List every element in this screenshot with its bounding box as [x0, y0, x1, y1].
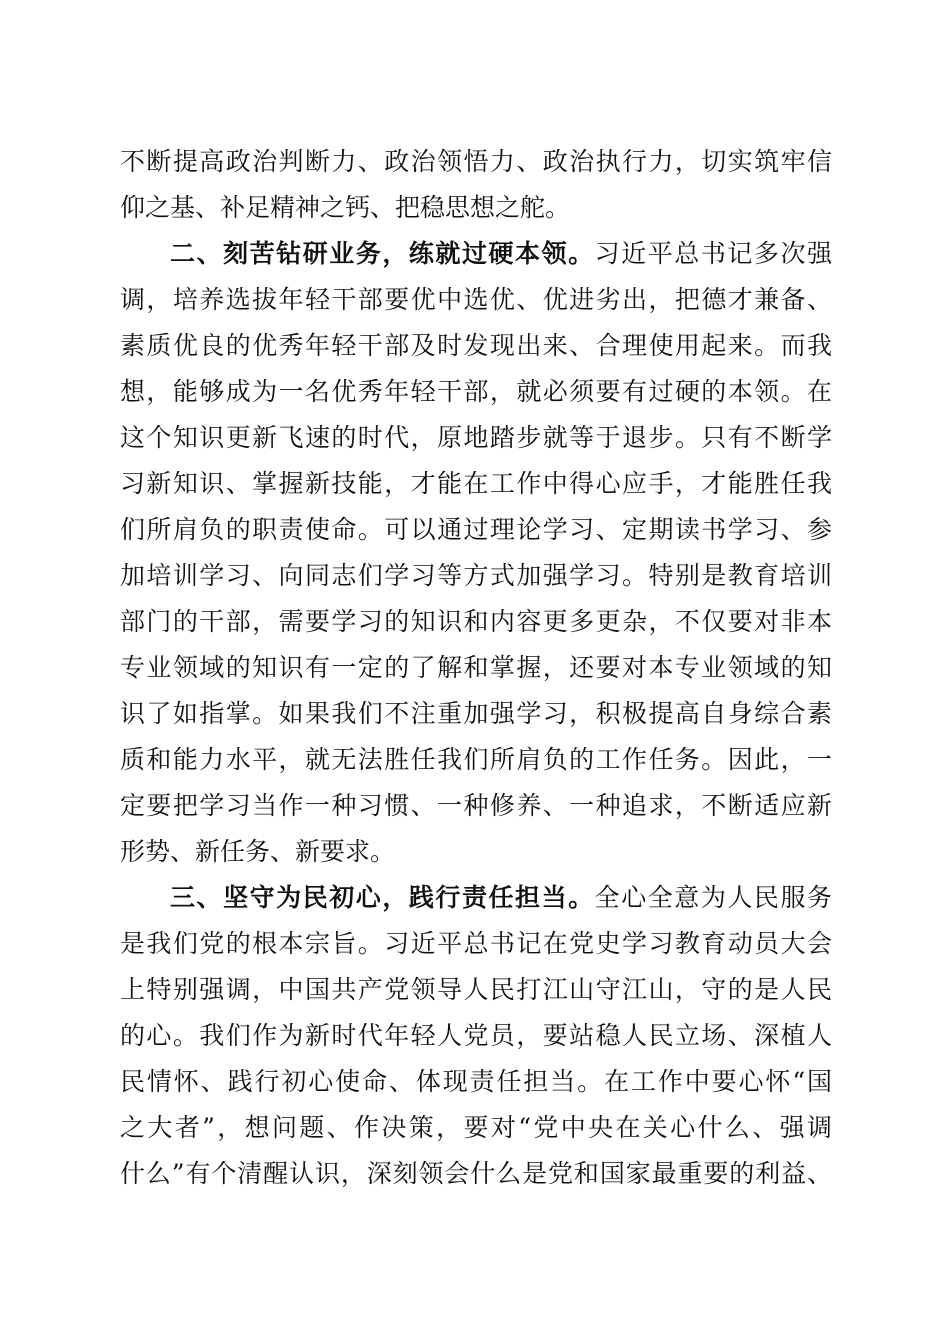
text-line: 不断提高政治判断力、政治领悟力、政治执行力，切实筑牢信: [120, 147, 832, 176]
text-line: 质和能力水平，就无法胜任我们所肩负的工作任务。因此，一: [120, 745, 832, 774]
text-line: 之大者”，想问题、作决策，要对“党中央在关心什么、强调: [120, 1113, 832, 1142]
text-line: 想，能够成为一名优秀年轻干部，就必须要有过硬的本领。在: [120, 377, 832, 406]
text-line: 定要把学习当作一种习惯、一种修养、一种追求，不断适应新: [120, 791, 832, 820]
text-run: 习近平总书记多次强: [594, 239, 832, 268]
section-heading: 二、刻苦钻研业务，练就过硬本领。: [170, 239, 595, 268]
text-line: 素质优良的优秀年轻干部及时发现出来、合理使用起来。而我: [120, 331, 832, 360]
text-line: 们所肩负的职责使命。可以通过理论学习、定期读书学习、参: [120, 515, 832, 544]
section-heading: 三、坚守为民初心，践行责任担当。: [170, 883, 595, 912]
text-run: 全心全意为人民服务: [594, 883, 832, 912]
text-line: 的心。我们作为新时代年轻人党员，要站稳人民立场、深植人: [120, 1021, 832, 1050]
paragraph-first-line: [170, 232, 832, 276]
paragraph-first-line: [170, 876, 832, 920]
text-line: 专业领域的知识有一定的了解和掌握，还要对本专业领域的知: [120, 653, 832, 682]
text-line: 习新知识、掌握新技能，才能在工作中得心应手，才能胜任我: [120, 469, 832, 498]
text-line: 这个知识更新飞速的时代，原地踏步就等于退步。只有不断学: [120, 423, 832, 452]
text-line: 仰之基、补足精神之钙、把稳思想之舵。: [120, 193, 571, 222]
text-line: 调，培养选拔年轻干部要优中选优、优进劣出，把德才兼备、: [120, 285, 832, 314]
text-line: 是我们党的根本宗旨。习近平总书记在党史学习教育动员大会: [120, 929, 832, 958]
text-line: 部门的干部，需要学习的知识和内容更多更杂，不仅要对非本: [120, 607, 832, 636]
text-line: 上特别强调，中国共产党领导人民打江山守江山，守的是人民: [120, 975, 832, 1004]
text-line: 加培训学习、向同志们学习等方式加强学习。特别是教育培训: [120, 561, 832, 590]
text-line: 形势、新任务、新要求。: [120, 837, 396, 866]
text-line: 什么”有个清醒认识，深刻领会什么是党和国家最重要的利益、: [120, 1159, 832, 1188]
text-line: 识了如指掌。如果我们不注重加强学习，积极提高自身综合素: [120, 699, 832, 728]
text-line: 民情怀、践行初心使命、体现责任担当。在工作中要心怀“国: [120, 1067, 832, 1096]
